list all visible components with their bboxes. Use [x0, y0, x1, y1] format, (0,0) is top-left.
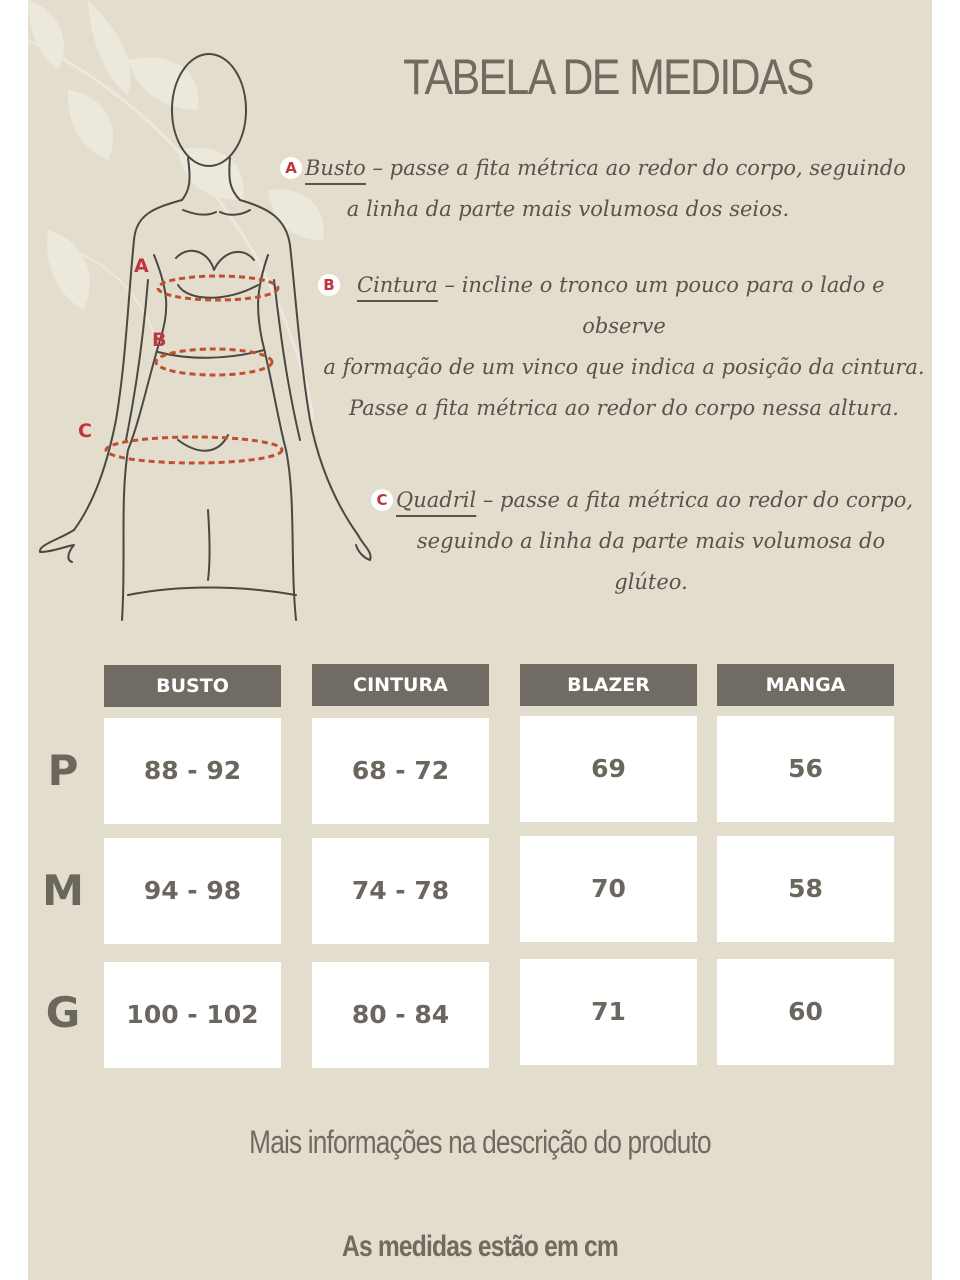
cintura-text-1: – incline o tronco um pouco para o lado e	[437, 273, 885, 297]
busto-line-1	[278, 148, 928, 189]
size-label-g: G	[45, 988, 81, 1037]
quadril-instruction	[371, 480, 931, 603]
quadril-line-2: seguindo a linha da parte mais volumosa do	[416, 529, 886, 553]
units-note: As medidas estão em cm	[342, 1230, 618, 1263]
cell-g-cintura: 80 - 84	[312, 962, 489, 1068]
more-info-note: Mais informações na descrição do produto	[249, 1124, 711, 1160]
header-busto: BUSTO	[104, 665, 281, 707]
header-cintura: CINTURA	[312, 664, 489, 706]
quadril-term: Quadril	[396, 488, 477, 512]
busto-line-2: a linha da parte mais volumosa dos seios.	[346, 197, 790, 221]
marker-b-badge: B	[318, 274, 340, 296]
cell-p-manga: 56	[717, 716, 894, 822]
size-chart-page	[28, 0, 932, 1280]
cell-m-busto: 94 - 98	[104, 838, 281, 944]
figure-label-b: B	[152, 329, 167, 351]
cell-p-cintura: 68 - 72	[312, 718, 489, 824]
marker-a-badge: A	[280, 157, 302, 179]
cintura-line-2: observe	[582, 314, 666, 338]
cell-p-busto: 88 - 92	[104, 718, 281, 824]
figure-label-a: A	[134, 255, 149, 277]
busto-text-1: – passe a fita métrica ao redor do corpo, seguindo	[365, 156, 906, 180]
busto-instruction	[278, 148, 928, 230]
marker-c-badge: C	[371, 489, 393, 511]
cell-m-blazer: 70	[520, 836, 697, 942]
busto-term: Busto	[305, 156, 366, 180]
cell-m-cintura: 74 - 78	[312, 838, 489, 944]
cell-m-manga: 58	[717, 836, 894, 942]
quadril-text-1: – passe a fita métrica ao redor do corpo,	[476, 488, 914, 512]
figure-label-c: C	[78, 420, 92, 442]
cintura-line-1	[318, 265, 930, 306]
cintura-instruction	[318, 265, 930, 429]
size-label-p: P	[47, 746, 79, 795]
cintura-line-4: Passe a fita métrica ao redor do corpo nessa altura.	[349, 396, 899, 420]
cell-g-blazer: 71	[520, 959, 697, 1065]
quadril-line-3: glúteo.	[614, 570, 688, 594]
header-manga: MANGA	[717, 664, 894, 706]
size-label-m: M	[42, 866, 84, 915]
cintura-line-3: a formação de um vinco que indica a posição da cintura.	[323, 355, 925, 379]
cintura-term: Cintura	[357, 273, 438, 297]
header-blazer: BLAZER	[520, 664, 697, 706]
cell-g-busto: 100 - 102	[104, 962, 281, 1068]
cell-p-blazer: 69	[520, 716, 697, 822]
cell-g-manga: 60	[717, 959, 894, 1065]
page-title: TABELA DE MEDIDAS	[403, 49, 813, 105]
quadril-line-1	[371, 480, 931, 521]
